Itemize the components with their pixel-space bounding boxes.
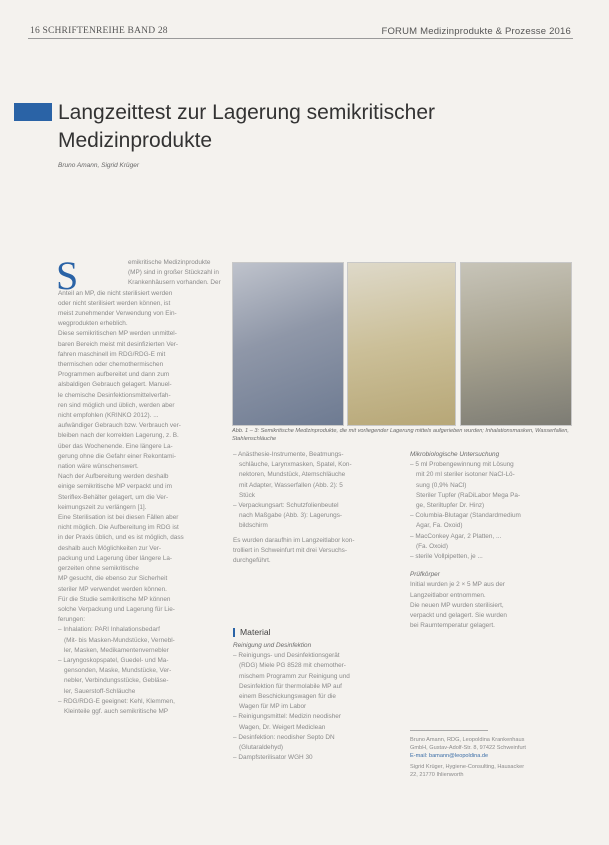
text-line: Diese semikritischen MP werden unmittel- — [58, 330, 177, 338]
list-item: schläuche, Larynxmasken, Spatel, Kon- — [239, 461, 352, 469]
text-line: Langzeitlabor entnommen. — [410, 591, 486, 599]
article-authors: Bruno Amann, Sigrid Krüger — [58, 162, 140, 169]
list-item: ler, Sauerstoff-Schläuche — [64, 687, 136, 695]
text-line: Nach der Aufbereitung werden deshalb — [58, 473, 169, 481]
dropcap: S — [56, 253, 79, 298]
footnote-line: 22, 21770 Ihlienworth — [410, 772, 464, 778]
header-journal: FORUM Medizinprodukte & Prozesse 2016 — [381, 26, 571, 37]
list-item: Wagen, Dr. Weigert Mediclean — [239, 723, 326, 731]
list-item: – Inhalation: PARI Inhalationsbedarf — [58, 626, 160, 634]
column-1 — [56, 253, 228, 717]
header-divider — [28, 38, 573, 39]
text-line: trolliert in Schweinfurt mit drei Versuchs- — [233, 546, 348, 554]
text-line: steriler MP verwendet werden können. — [58, 585, 167, 593]
text-line: bei Raumtemperatur gelagert. — [410, 622, 495, 630]
title-line-1: Langzeittest zur Lagerung semikritischer — [58, 101, 436, 124]
footnote-divider — [410, 730, 488, 731]
list-item: Agar, Fa. Oxoid) — [416, 522, 463, 530]
list-item: – RDG/RDG-E geeignet: Kehl, Klemmen, — [58, 697, 175, 705]
list-item: (Fa. Oxoid) — [416, 542, 448, 550]
figure-photo-1 — [232, 262, 344, 426]
list-item: bildschirm — [239, 522, 268, 530]
footnote-line: Bruno Amann, RDG, Leopoldina Krankenhaus — [410, 737, 525, 743]
column-3 — [410, 450, 575, 631]
text-line: deshalb auch Möglichkeiten zur Ver- — [58, 544, 162, 552]
text-line: keimungszeit zu verlängern [1]. — [58, 503, 147, 511]
list-item: (Mit- bis Masken-Mundstücke, Vernebl- — [64, 636, 175, 644]
text-line: oder nicht sterilisiert werden können, ist — [58, 299, 171, 307]
list-item: Kleinteile ggf. auch semikritische MP — [64, 707, 169, 715]
subheading-mikro: Mikrobiologische Untersuchung — [410, 451, 500, 458]
list-item: einem Beschickungswagen für die — [239, 693, 336, 701]
list-item: – Reinigungs- und Desinfektionsgerät — [233, 652, 340, 660]
figure-photo-3 — [460, 262, 572, 426]
text-line: ferungen: — [58, 616, 86, 624]
list-item: – Dampfsterilisator WGH 30 — [233, 754, 313, 762]
list-item: – MacConkey Agar, 2 Platten, ... — [410, 532, 502, 540]
text-line: baren Bereich meist mit desinfizierten Ver- — [58, 340, 179, 348]
list-item: – Verpackungsart: Schutzfolienbeutel — [233, 502, 339, 510]
list-item: ler, Masken, Medikamentenvernebler — [64, 646, 169, 654]
title-line-2: Medizinprodukte — [58, 129, 213, 152]
list-item: – 5 ml Probengewinnung mit Lösung — [410, 461, 514, 469]
text-line: packung und Lagerung über längere La- — [58, 554, 173, 562]
figure-photo-2 — [347, 262, 456, 426]
list-item: sung (0,9% NaCl) — [416, 481, 467, 489]
section-accent-bar — [233, 628, 235, 637]
text-line: in der Praxis üblich, und es ist möglich, dass — [58, 534, 184, 542]
list-item: – Columbia-Blutagar (Standardmedium — [410, 512, 521, 520]
list-item: Desinfektion für thermolabile MP auf — [239, 682, 342, 690]
list-item: – Reinigungsmittel: Medizin neodisher — [233, 713, 341, 721]
text-line: verpackt und gelagert. Sie wurden — [410, 612, 507, 620]
text-line: Anteil an MP, die nicht sterilisiert werden — [58, 289, 173, 297]
list-item: nach Maßgabe (Abb. 3): Lagerungs- — [239, 512, 343, 520]
article-title — [58, 99, 578, 155]
list-item: nektoren, Mundstück, Atemschläuche — [239, 471, 346, 479]
list-item: ge, Steriltupfer Dr. Hinz) — [416, 502, 485, 510]
text-line: MP gesucht, die ebenso zur Sicherheit — [58, 575, 168, 583]
text-line: Es wurden daraufhin im Langzeitlabor kon- — [233, 536, 355, 544]
list-item: Steriler Tupfer (RaDiLabor Mega Pa- — [416, 491, 521, 499]
text-line: aufwändiger Gebrauch bzw. Verbrauch ver- — [58, 422, 181, 430]
text-line: thermischen oder chemothermischen — [58, 361, 164, 369]
footnote-line: GmbH, Gustav-Adolf-Str. 8, 97422 Schweinfurt — [410, 745, 526, 751]
list-item: – Anästhesie-Instrumente, Beatmungs- — [233, 451, 344, 458]
text-line: nation wäre wünschenswert. — [58, 463, 139, 471]
list-item: mischem Programm zur Reinigung und — [239, 672, 350, 680]
text-line: Initial wurden je 2 × 5 MP aus der — [410, 581, 505, 589]
text-line: alsbaldigen Gebrauch gelagert. Manuel- — [58, 381, 172, 389]
text-line: gerzeiten ohne semikritische — [58, 565, 139, 573]
text-line: Steriflex-Behälter gelagert, um die Ver- — [58, 493, 169, 501]
text-line: gerung ohne die Gefahr einer Rekontami- — [58, 452, 176, 460]
list-item: – Laryngoskopspatel, Guedel- und Ma- — [58, 656, 169, 664]
subheading-pruefkoerper: Prüfkörper — [410, 571, 440, 579]
column-2 — [233, 450, 405, 566]
text-line: nicht möglich. Die Aufbereitung im RDG ist — [58, 524, 179, 532]
text-line: fahren maschinell im RDG/RDG-E mit — [58, 350, 166, 358]
list-item: Stück — [239, 491, 255, 499]
text-line: solche Verpackung und Lagerung für Lie- — [58, 605, 175, 613]
text-line: Programmen aufbereitet und dann zum — [58, 371, 170, 379]
column-2-material — [233, 641, 405, 763]
author-footnote — [410, 736, 575, 779]
list-item: Wagen für MP im Labor — [239, 703, 307, 711]
text-line: ren sind möglich und üblich, werden aber — [58, 401, 175, 409]
text-line: Krankenhäusern vorhanden. Der — [128, 279, 221, 287]
text-line: emikritische Medizinprodukte — [128, 259, 211, 266]
figure-caption: Abb. 1 – 3: Semikritische Medizinprodukte, die mit vorliegender Lagerung mittels aufgerieben wurden; Inhalationsmasken, Wasserfallen, Stahlenschläuche — [232, 428, 569, 442]
text-line: (MP) sind in großer Stückzahl in — [128, 269, 219, 277]
title-accent-bar — [14, 103, 52, 121]
text-line: einige semikritische MP verpackt und im — [58, 483, 172, 491]
header-series: 16 SCHRIFTENREIHE BAND 28 — [30, 26, 168, 36]
list-item: – Desinfektion: neodisher Septo DN — [233, 733, 335, 741]
text-line: durchgeführt. — [233, 557, 271, 565]
text-line: Eine Sterilisation ist bei diesen Fällen aber — [58, 514, 179, 522]
text-line: meist zunehmender Verwendung von Ein- — [58, 310, 177, 318]
list-item: (Glutaraldehyd) — [239, 744, 284, 752]
footnote-line: Sigrid Krüger, Hygiene-Consulting, Hausacker — [410, 764, 525, 770]
text-line: Für die Studie semikritische MP können — [58, 595, 171, 603]
text-line: Die neuen MP wurden sterilisiert, — [410, 601, 504, 609]
list-item: – sterile Vollpipetten, je ... — [410, 553, 483, 561]
list-item: mit Adapter, Wasserfallen (Abb. 2): 5 — [239, 481, 343, 489]
text-line: nicht empfohlen (KRINKO 2012). ... — [58, 412, 159, 420]
list-item: (RDG) Miele PG 8528 mit chemother- — [239, 662, 346, 670]
list-item: mit 20 ml steriler isotoner NaCl-Lö- — [416, 471, 515, 479]
text-line: le chemische Desinfektionsmittelverfah- — [58, 391, 171, 399]
list-item: nebler, Verbindungsstücke, Gebläse- — [64, 677, 169, 685]
text-line: bleiben nach der korrekten Lagerung, z. B. — [58, 432, 179, 440]
subheading-reinigung: Reinigung und Desinfektion — [233, 642, 312, 649]
section-heading-material: Material — [240, 627, 271, 637]
footnote-email-link[interactable]: E-mail: bamann@leopoldina.de — [410, 753, 489, 759]
list-item: gensonden, Maske, Mundstücke, Ver- — [64, 667, 172, 675]
text-line: wegprodukten erheblich. — [58, 320, 128, 328]
text-line: über das Wochenende. Eine längere La- — [58, 442, 173, 450]
